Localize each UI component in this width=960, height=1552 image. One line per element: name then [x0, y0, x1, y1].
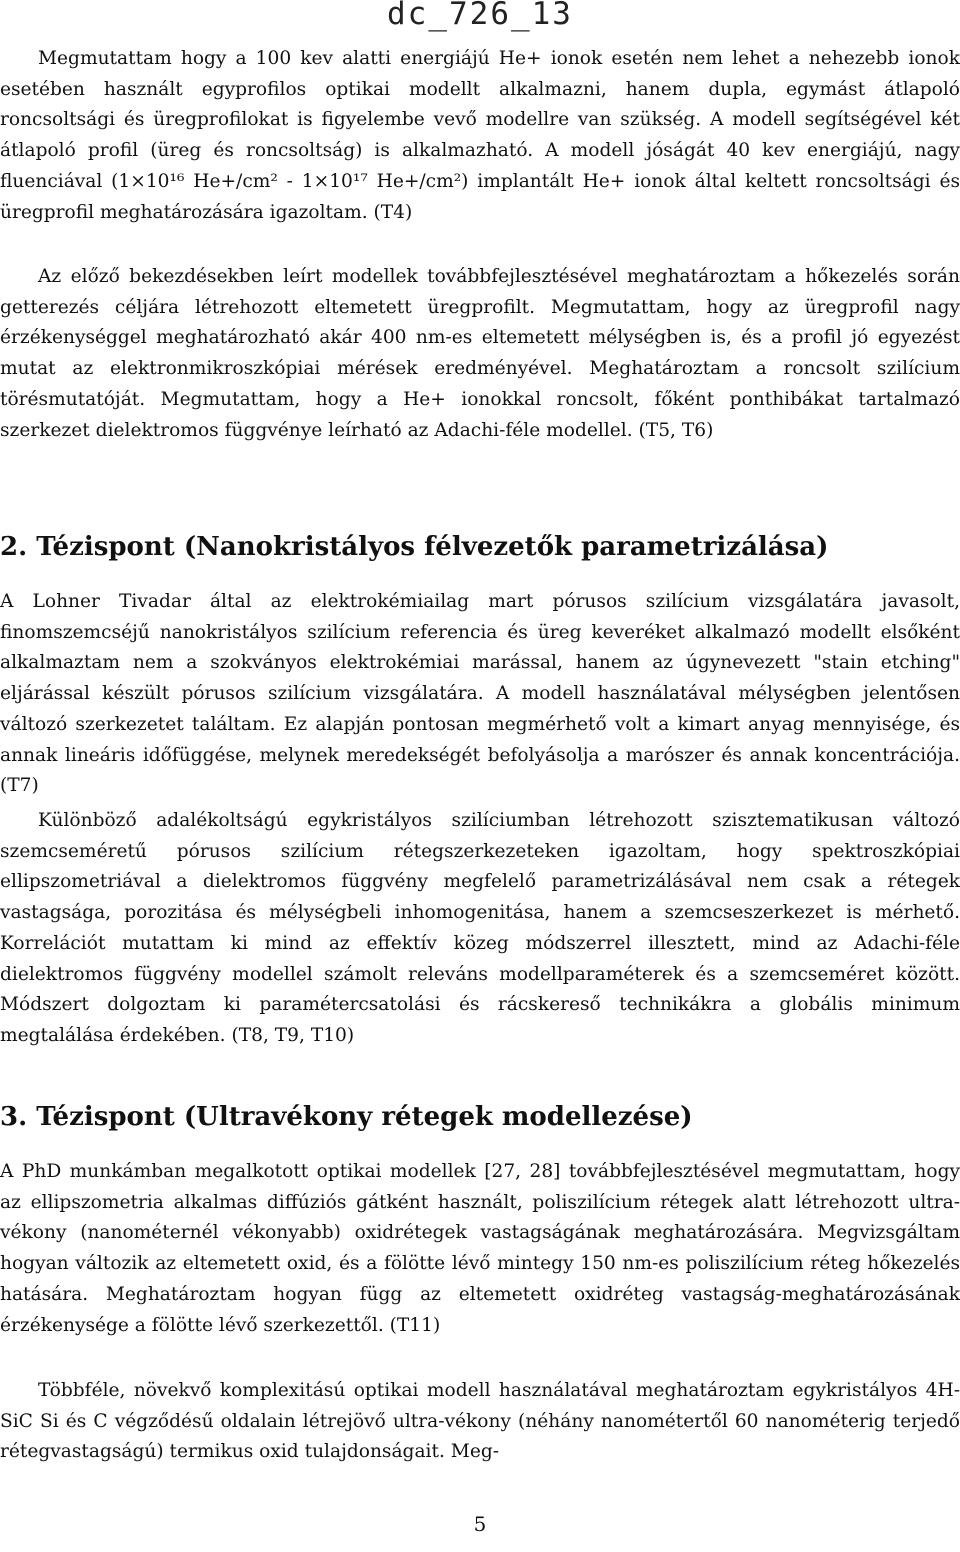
- paragraph-cavity-profile: Az előző bekezdésekben leírt modellek továbbfejlesztésével meghatároztam a hőkezelés során getterezés céljára létrehozott eltemetett üregprofilt. Megmutattam, hogy az üregprofil nagy érzékenységgel meghatározható akár 400 nm-es eltemetett mélységben is, és a profil jó egyezést mutat az elektronmikroszkópiai mérések eredményével. Meghatároztam a roncsolt szilícium törésmutatóját. Megmutattam, hogy a He+ ionokkal roncsolt, főként ponthibákat tartalmazó szerkezet dielektromos függvénye leírható az Adachi-féle modellel. (T5, T6): [0, 266, 960, 441]
- document-id-header: dc_726_13: [387, 0, 573, 32]
- paragraph-sic-oxide: Többféle, növekvő komplexitású optikai modell használatával meghatároztam egykristályos 4H-SiC Si és C végződésű oldalain létrejövő ultra-vékony (néhány nanométertől 60 nanométerig terjedő rétegvastagságú) termikus oxid tulajdonságait. Meg-: [0, 1380, 960, 1463]
- page-number: 5: [473, 1512, 487, 1536]
- section-2-heading: 2. Tézispont (Nanokristályos félvezetők parametrizálása): [0, 532, 829, 562]
- paragraph-he-ion-model: Megmutattam hogy a 100 kev alatti energiájú He+ ionok esetén nem lehet a nehezebb ionok esetében használt egyprofilos optikai modellt alkalmazni, hanem dupla, egymást átlapoló roncsoltsági és üregprofilokat is figyelembe vevő modellre van szükség. A modell segítségével két átlapoló profil (üreg és roncsoltság) is alkalmazható. A modell jóságát 40 kev energiájú, nagy fluenciával (1×10¹⁶ He+/cm² - 1×10¹⁷ He+/cm²) implantált He+ ionok által keltett roncsoltsági és üregprofil meghatározására igazoltam. (T4): [0, 48, 960, 223]
- paragraph-ultrathin-oxide: A PhD munkámban megalkotott optikai modellek [27, 28] továbbfejlesztésével megmutattam, hogy az ellipszometria alkalmas diffúziós gátként használt, poliszilícium rétegek alatt létrehozott ultra-vékony (nanométernél vékonyabb) oxidrétegek vastagságának meghatározására. Megvizsgáltam hogyan változik az eltemetett oxid, és a fölötte lévő mintegy 150 nm-es poliszilícium réteg hőkezelés hatására. Meghatároztam hogyan függ az eltemetett oxidréteg vastagság-meghatározásának érzékenysége a fölötte lévő szerkezettől. (T11): [0, 1161, 960, 1336]
- paragraph-porous-silicon: Különböző adalékoltságú egykristályos szilíciumban létrehozott szisztematikusan változó szemcseméretű pórusos szilícium rétegszerkezeteken igazoltam, hogy spektroszkópiai ellipszometriával a dielektromos függvény megfelelő parametrizálásával nem csak a rétegek vastagsága, porozitása és mélységbeli inhomogenitása, hanem a szemcseszerkezet is mérhető. Korrelációt mutattam ki mind az effektív közeg módszerrel illesztett, mind az Adachi-féle dielektromos függvény modellel számolt releváns modellparaméterek és a szemcseméret között. Módszert dolgoztam ki paramétercsatolási és rácskereső technikákra a globális minimum megtalálása érdekében. (T8, T9, T10): [0, 810, 960, 1046]
- section-3-heading: 3. Tézispont (Ultravékony rétegek modellezése): [0, 1102, 693, 1132]
- paragraph-stain-etching: A Lohner Tivadar által az elektrokémiailag mart pórusos szilícium vizsgálatára javasolt, finomszemcséjű nanokristályos szilícium referencia és üreg keveréket alkalmazó modellt elsőként alkalmaztam nem a szokványos elektrokémiai marással, hanem az úgynevezett "stain etching" eljárással készült pórusos szilícium vizsgálatára. A modell használatával mélységben jelentősen változó szerkezetet találtam. Ez alapján pontosan megmérhető volt a kimart anyag mennyisége, és annak lineáris időfüggése, melynek meredekségét befolyásolja a marószer és annak koncentrációja. (T7): [0, 591, 960, 797]
